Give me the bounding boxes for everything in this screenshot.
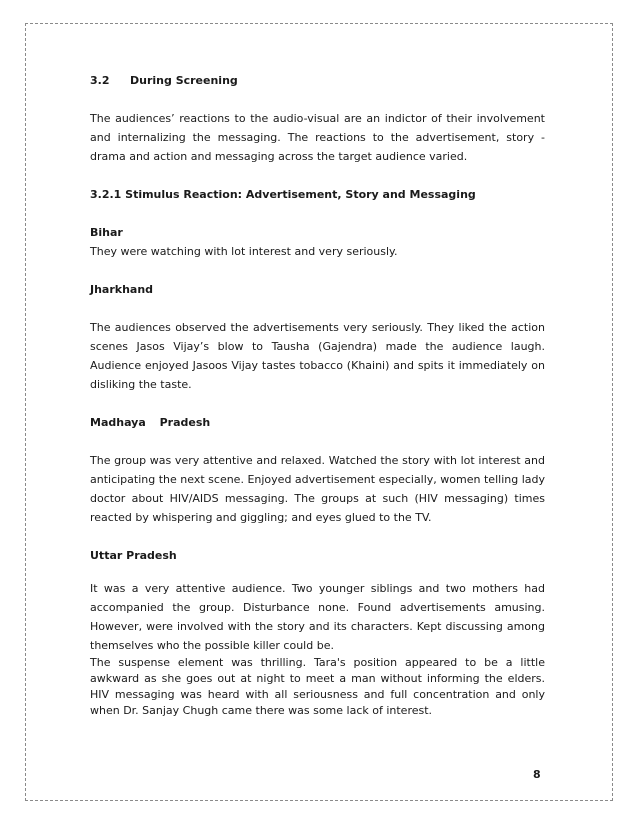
region-heading-jharkhand: Jharkhand: [90, 283, 154, 296]
subsection-heading: 3.2.1 Stimulus Reaction: Advertisement, Story and Messaging: [90, 188, 476, 201]
section-number: 3.2: [90, 74, 110, 87]
section-title: During Screening: [130, 74, 238, 87]
document-body: [90, 71, 545, 719]
region-text-bihar: They were watching with lot interest and very seriously.: [90, 245, 398, 258]
section-heading: [90, 71, 545, 90]
region-heading-bihar: Bihar: [90, 226, 123, 239]
region-heading-madhya-pradesh: Madhaya Pradesh: [90, 416, 211, 429]
region-heading-uttar-pradesh: Uttar Pradesh: [90, 549, 177, 562]
section-intro: The audiences’ reactions to the audio-visual are an indictor of their involvement and internalizing the messaging. The reactions to the advertisement, story -drama and action and messaging across the target audience varied.: [90, 112, 545, 163]
region-text-uttar-pradesh-2: The suspense element was thrilling. Tara's position appeared to be a little awkward as she goes out at night to meet a man without informing the elders. HIV messaging was heard with all seriousness and full concentration and only when Dr. Sanjay Chugh came there was some lack of interest.: [90, 656, 545, 717]
page-number: 8: [533, 768, 541, 781]
region-text-jharkhand: The audiences observed the advertisements very seriously. They liked the action scenes Jasos Vijay’s blow to Tausha (Gajendra) made the audience laugh. Audience enjoyed Jasoos Vijay tastes tobacco (Khaini) and spits it immediately on disliking the taste.: [90, 321, 545, 391]
region-text-uttar-pradesh-1: It was a very attentive audience. Two younger siblings and two mothers had accompanied the group. Disturbance none. Found advertisements amusing. However, were involved with the story and its characters. Kept discussing among themselves who the possible killer could be.: [90, 582, 545, 652]
region-text-madhya-pradesh: The group was very attentive and relaxed. Watched the story with lot interest and anticipating the next scene. Enjoyed advertisement especially, women telling lady doctor about HIV/AIDS messaging. The groups at such (HIV messaging) times reacted by whispering and giggling; and eyes glued to the TV.: [90, 454, 545, 524]
